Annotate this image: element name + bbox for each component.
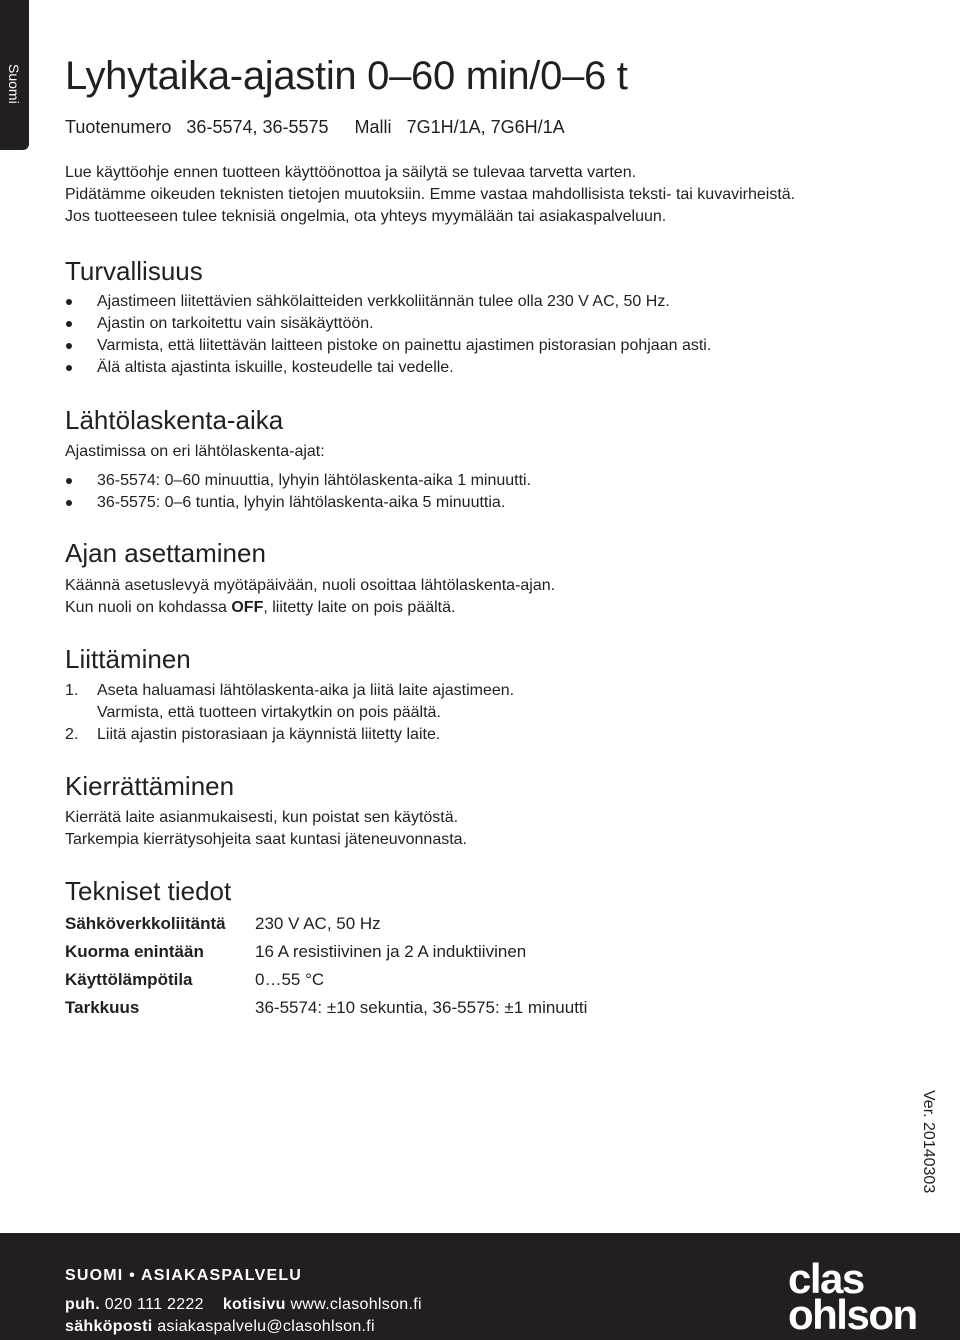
setting-line: Käännä asetuslevyä myötäpäivään, nuoli osoittaa lähtölaskenta-ajan. (65, 577, 556, 594)
spec-value: 230 V AC, 50 Hz (255, 914, 381, 933)
countdown-heading: Lähtölaskenta-aika (65, 405, 284, 435)
list-item: Ajastimeen liitettävien sähkölaitteiden verkkoliitännän tulee olla 230 V AC, 50 Hz. (65, 291, 711, 313)
countdown-list (65, 470, 531, 514)
safety-heading: Turvallisuus (65, 256, 203, 286)
connecting-steps (65, 680, 514, 746)
footer-heading: SUOMI • ASIAKASPALVELU (65, 1267, 303, 1284)
table-row (65, 997, 587, 1025)
setting-line-text: , liitetty laite on pois päältä. (263, 599, 456, 616)
email-label: sähköposti (65, 1318, 153, 1335)
spec-key: Tarkkuus (65, 998, 140, 1017)
recycling-line: Tarkempia kierrätysohjeita saat kuntasi jäteneuvonnasta. (65, 831, 467, 848)
spec-value: 0…55 °C (255, 970, 325, 989)
step-line: Aseta haluamasi lähtölaskenta-aika ja liitä laite ajastimeen. (97, 682, 515, 699)
connecting-heading: Liittäminen (65, 644, 191, 674)
clas-ohlson-logo (788, 1255, 938, 1338)
spec-key: Käyttölämpötila (65, 970, 193, 989)
step-number: 1. (65, 682, 79, 699)
table-row (65, 941, 587, 969)
product-number-label: Tuotenumero (65, 117, 172, 137)
logo-line: ohlson (788, 1291, 917, 1338)
intro-line: Jos tuotteeseen tulee teknisiä ongelmia, ota yhteys myymälään tai asiakaspalveluun. (65, 208, 667, 225)
language-tab (0, 0, 29, 150)
recycling-line: Kierrätä laite asianmukaisesti, kun poistat sen käytöstä. (65, 809, 459, 826)
recycling-heading: Kierrättäminen (65, 771, 235, 801)
step-item (65, 724, 514, 746)
web-label: kotisivu (222, 1296, 286, 1313)
footer (0, 1233, 960, 1340)
specs-table (65, 913, 587, 1025)
step-number: 2. (65, 726, 79, 743)
recycling-text (65, 807, 467, 851)
model-label: Malli (354, 117, 392, 137)
phone-label: puh. (65, 1296, 100, 1313)
phone-value: 020 111 2222 (104, 1296, 204, 1313)
list-item: Ajastin on tarkoitettu vain sisäkäyttöön. (65, 313, 711, 335)
setting-line-text: Kun nuoli on kohdassa (65, 599, 232, 616)
step-line: Liitä ajastin pistorasiaan ja käynnistä liitetty laite. (97, 726, 441, 743)
setting-heading: Ajan asettaminen (65, 538, 266, 568)
list-item: 36-5574: 0–60 minuuttia, lyhyin lähtölaskenta-aika 1 minuutti. (65, 470, 531, 492)
web-link[interactable]: www.clasohlson.fi (290, 1296, 422, 1313)
product-line (65, 117, 565, 138)
step-item (65, 680, 514, 724)
footer-email-line (65, 1318, 375, 1336)
email-link[interactable]: asiakaspalvelu@clasohlson.fi (157, 1318, 375, 1335)
product-number-value: 36-5574, 36-5575 (186, 117, 329, 137)
list-item: 36-5575: 0–6 tuntia, lyhyin lähtölaskenta-aika 5 minuuttia. (65, 492, 531, 514)
spec-value: 16 A resistiivinen ja 2 A induktiivinen (255, 942, 527, 961)
list-item: Varmista, että liitettävän laitteen pistoke on painettu ajastimen pistorasian pohjaan asti. (65, 335, 711, 357)
setting-line (65, 597, 555, 619)
intro-line: Lue käyttöohje ennen tuotteen käyttöönottoa ja säilytä se tulevaa tarvetta varten. (65, 164, 637, 181)
version-label: Ver. 20140303 (920, 1090, 937, 1194)
logo-line: clas (788, 1255, 864, 1302)
language-tab-label: Suomi (6, 64, 22, 104)
table-row (65, 913, 587, 941)
list-item: Älä altista ajastinta iskuille, kosteudelle tai vedelle. (65, 357, 711, 379)
intro-line: Pidätämme oikeuden teknisten tietojen muutoksiin. Emme vastaa mahdollisista teksti- tai kuvavirheistä. (65, 186, 796, 203)
spec-key: Kuorma enintään (65, 942, 204, 961)
specs-heading: Tekniset tiedot (65, 876, 232, 906)
table-row (65, 969, 587, 997)
step-line: Varmista, että tuotteen virtakytkin on pois päältä. (97, 704, 441, 721)
safety-list (65, 291, 711, 379)
spec-key: Sähköverkkoliitäntä (65, 914, 226, 933)
page-title: Lyhytaika-ajastin 0–60 min/0–6 t (65, 54, 628, 98)
intro-text (65, 162, 795, 228)
footer-contact-line (65, 1296, 422, 1314)
spec-value: 36-5574: ±10 sekuntia, 36-5575: ±1 minuutti (255, 998, 588, 1017)
setting-text (65, 575, 555, 619)
model-value: 7G1H/1A, 7G6H/1A (406, 117, 565, 137)
countdown-lead: Ajastimissa on eri lähtölaskenta-ajat: (65, 443, 325, 460)
specs-table-wrap (65, 913, 587, 1025)
off-label: OFF (231, 599, 264, 616)
